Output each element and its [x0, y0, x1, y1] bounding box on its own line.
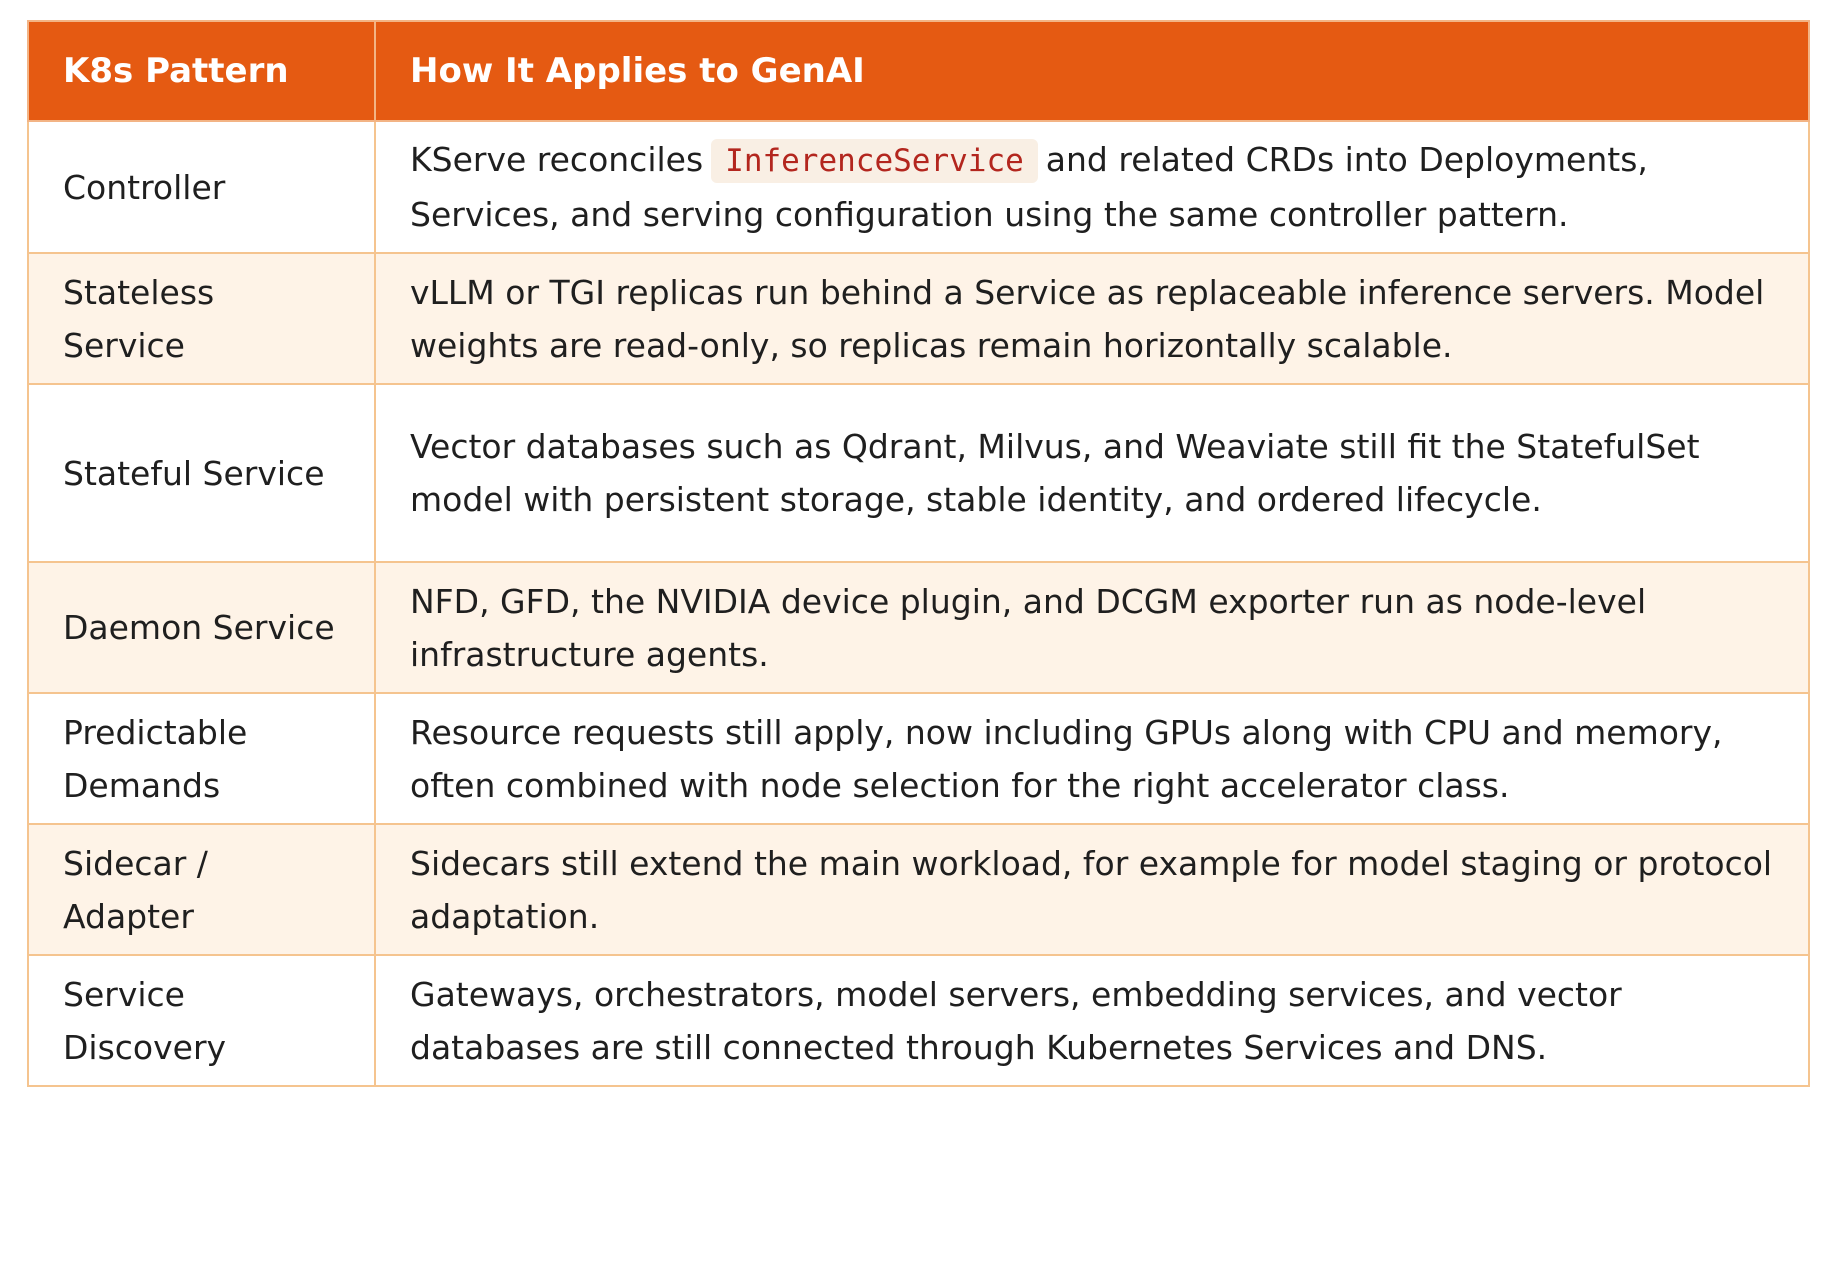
pattern-cell: Service Discovery: [28, 955, 375, 1086]
description-cell: vLLM or TGI replicas run behind a Service as replaceable inference servers. Model weights are read-only, so replicas remain horizontally scalable.: [375, 253, 1809, 384]
description-text: KServe reconciles: [410, 140, 704, 179]
description-cell: Vector databases such as Qdrant, Milvus, and Weaviate still fit the StatefulSet model with persistent storage, stable identity, and ordered lifecycle.: [375, 384, 1809, 562]
table-row: [28, 121, 1809, 253]
pattern-cell: Predictable Demands: [28, 693, 375, 824]
description-cell: NFD, GFD, the NVIDIA device plugin, and DCGM exporter run as node-level infrastructure agents.: [375, 562, 1809, 693]
description-cell: [375, 121, 1809, 253]
pattern-cell: Sidecar / Adapter: [28, 824, 375, 955]
table-row: [28, 824, 1809, 955]
description-cell: Gateways, orchestrators, model servers, embedding services, and vector databases are still connected through Kubernetes Services and DNS.: [375, 955, 1809, 1086]
table-row: [28, 693, 1809, 824]
pattern-cell: Stateful Service: [28, 384, 375, 562]
pattern-cell: Stateless Service: [28, 253, 375, 384]
header-how-it-applies: How It Applies to GenAI: [375, 21, 1809, 121]
description-cell: Resource requests still apply, now including GPUs along with CPU and memory, often combined with node selection for the right accelerator class.: [375, 693, 1809, 824]
table-row: [28, 955, 1809, 1086]
pattern-cell: Daemon Service: [28, 562, 375, 693]
description-cell: Sidecars still extend the main workload, for example for model staging or protocol adaptation.: [375, 824, 1809, 955]
description-text: and related CRDs into Deployments, Services, and serving configuration using the same controller pattern.: [410, 140, 1648, 234]
table-row: [28, 562, 1809, 693]
header-k8s-pattern: K8s Pattern: [28, 21, 375, 121]
pattern-cell: Controller: [28, 121, 375, 253]
k8s-genai-pattern-table: [27, 20, 1810, 1087]
table-row: [28, 384, 1809, 562]
table-row: [28, 253, 1809, 384]
table-header-row: [28, 21, 1809, 121]
inline-code: InferenceService: [711, 139, 1038, 183]
